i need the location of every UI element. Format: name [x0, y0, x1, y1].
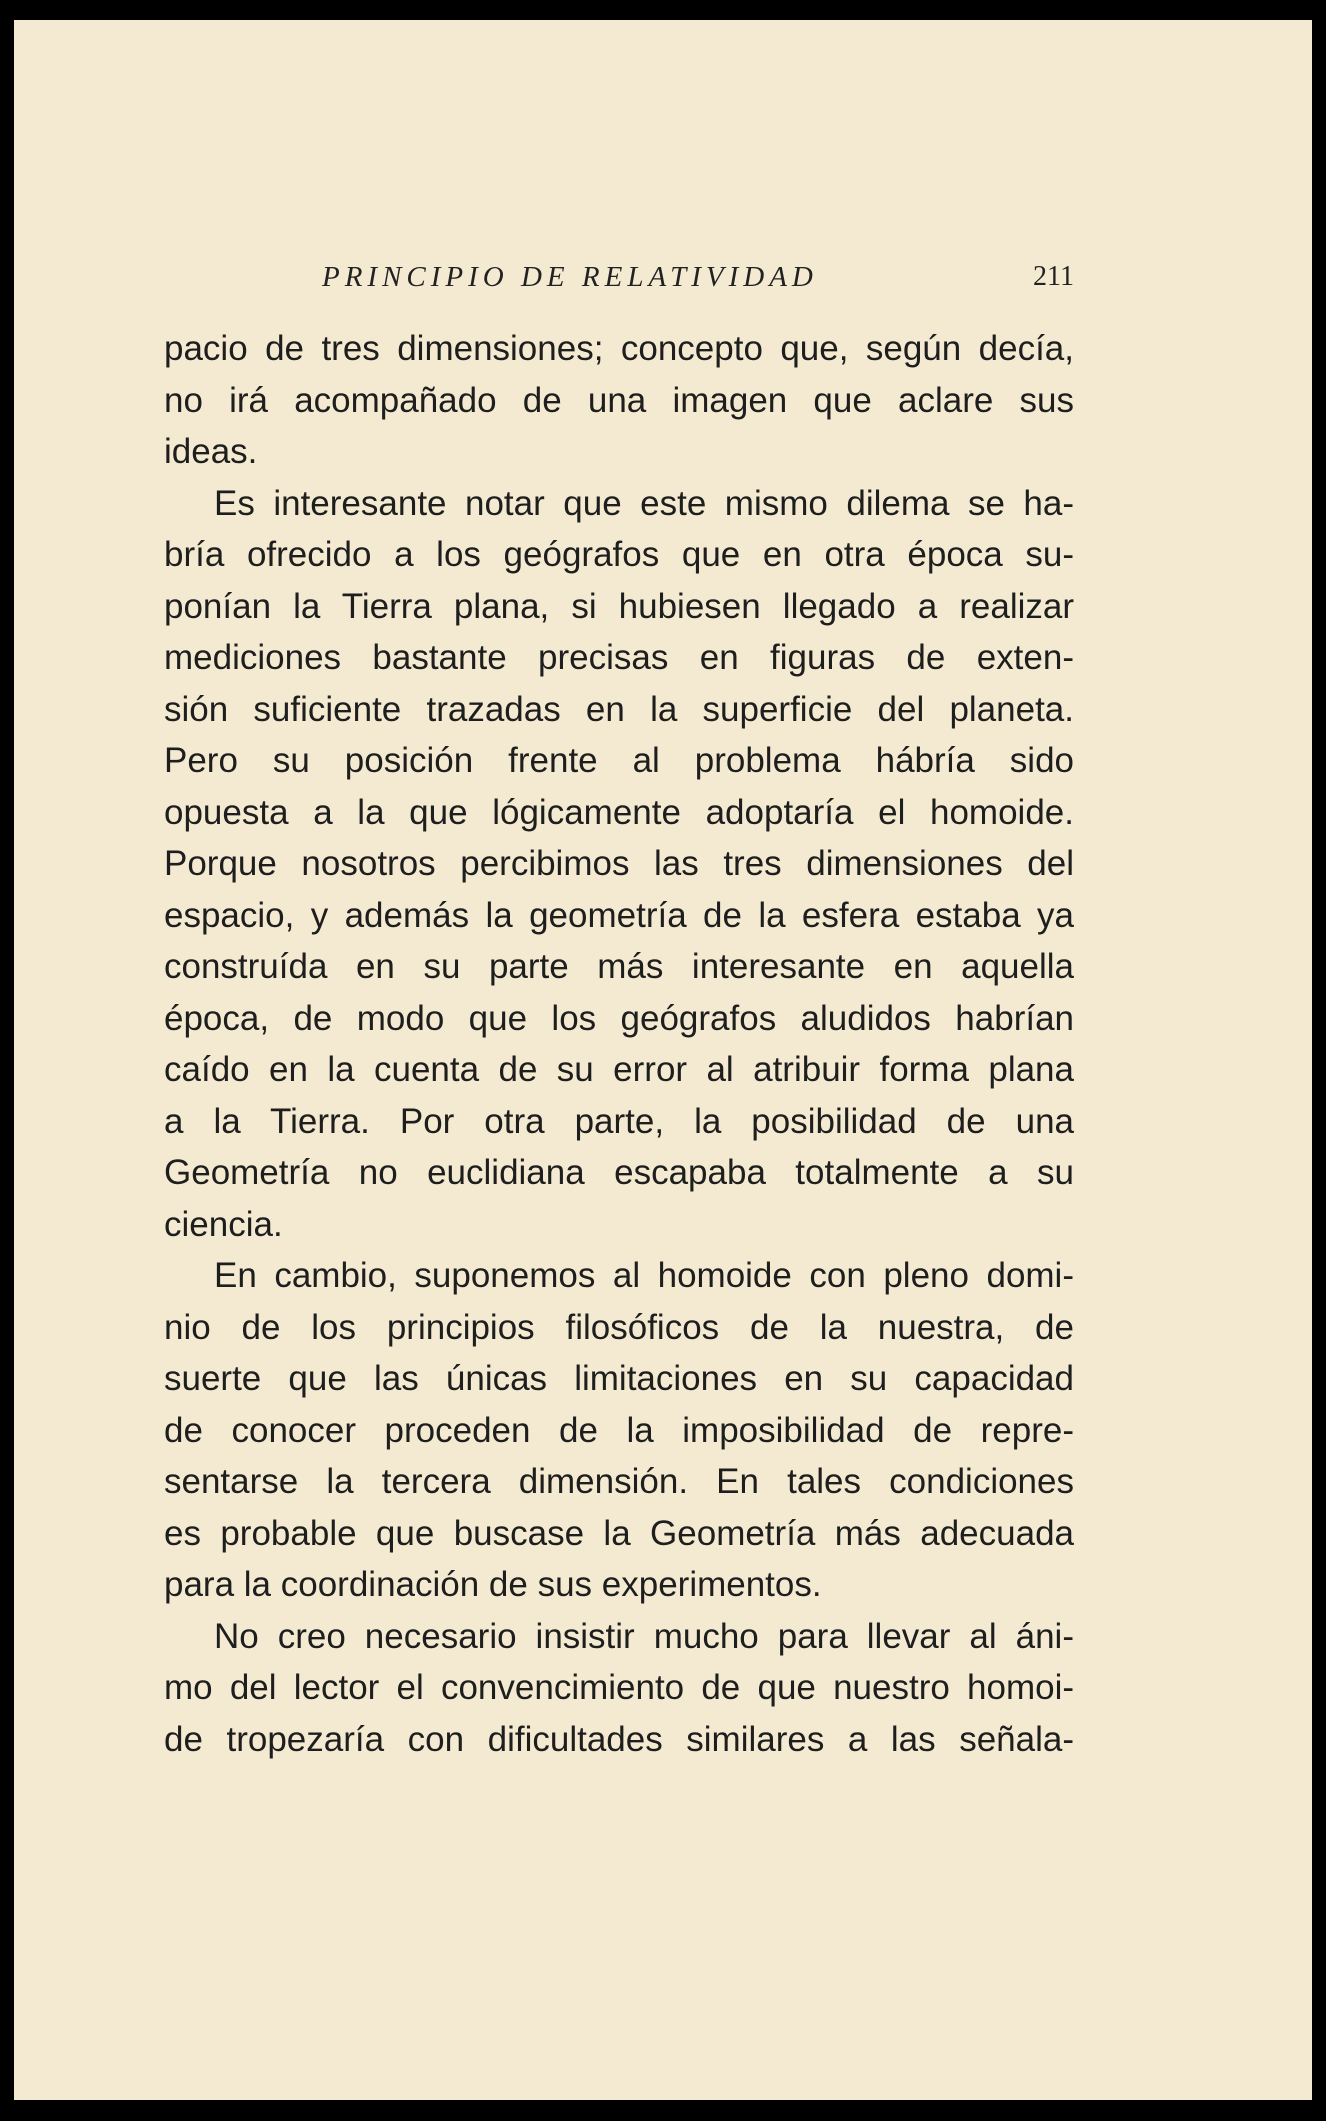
book-page: [14, 20, 1312, 2100]
text-line: Pero su posición frente al problema hábría sido: [164, 741, 1074, 780]
text-line: es probable que buscase la Geometría más adecuada: [164, 1513, 1074, 1553]
page-number: 211: [1033, 261, 1074, 292]
text-line: Porque nosotros percibimos las tres dimensiones del: [164, 844, 1074, 883]
text-line: En cambio, suponemos al homoide con pleno domi-: [214, 1256, 1074, 1295]
text-line: Es interesante notar que este mismo dilema se ha-: [214, 483, 1074, 523]
text-line: nio de los principios filosóficos de la nuestra, de: [164, 1307, 1074, 1347]
running-title: PRINCIPIO DE RELATIVIDAD: [322, 261, 818, 293]
body-text: [164, 323, 1074, 1765]
text-line: sentarse la tercera dimensión. En tales condiciones: [164, 1462, 1074, 1501]
text-line: época, de modo que los geógrafos aludidos habrían: [164, 998, 1074, 1038]
text-line: no irá acompañado de una imagen que aclare sus: [164, 380, 1074, 420]
text-line: a la Tierra. Por otra parte, la posibilidad de una: [164, 1101, 1074, 1141]
text-line: ciencia.: [164, 1204, 283, 1244]
text-line: espacio, y además la geometría de la esfera estaba ya: [164, 895, 1074, 935]
text-line: de tropezaría con dificultades similares a las señala-: [164, 1719, 1074, 1759]
text-line: suerte que las únicas limitaciones en su capacidad: [164, 1359, 1074, 1398]
text-line: Geometría no euclidiana escapaba totalmente a su: [164, 1153, 1074, 1192]
text-line: mo del lector el convencimiento de que nuestro homoi-: [164, 1668, 1074, 1707]
running-head: [178, 261, 1074, 305]
text-line: bría ofrecido a los geógrafos que en otra época su-: [164, 535, 1074, 574]
text-line: No creo necesario insistir mucho para llevar al áni-: [214, 1616, 1074, 1656]
text-line: caído en la cuenta de su error al atribuir forma plana: [164, 1050, 1074, 1089]
text-line: construída en su parte más interesante en aquella: [164, 947, 1074, 986]
text-line: ponían la Tierra plana, si hubiesen llegado a realizar: [164, 586, 1074, 626]
text-line: ideas.: [164, 432, 258, 471]
text-line: para la coordinación de sus experimentos.: [164, 1565, 822, 1604]
text-line: opuesta a la que lógicamente adoptaría el homoide.: [164, 792, 1074, 832]
text-line: de conocer proceden de la imposibilidad de repre-: [164, 1410, 1074, 1450]
text-line: sión suficiente trazadas en la superficie del planeta.: [164, 689, 1074, 729]
text-line: mediciones bastante precisas en figuras de exten-: [164, 638, 1074, 677]
text-line: pacio de tres dimensiones; concepto que, según decía,: [164, 329, 1074, 368]
